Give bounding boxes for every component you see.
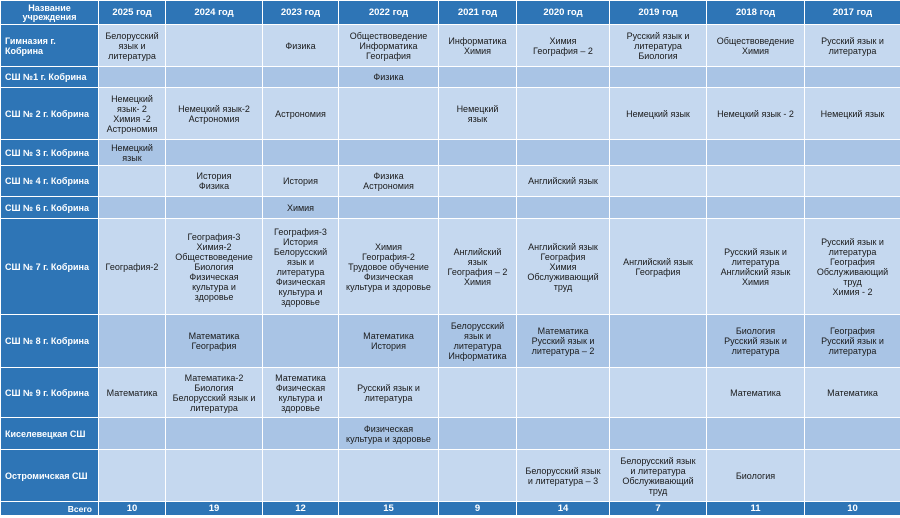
subject-text: Химия (741, 45, 770, 56)
subject-text: Английский язык (528, 176, 598, 186)
subject-text: литература (190, 402, 238, 413)
table-cell (805, 315, 900, 368)
subject-text: Немецкий язык (820, 108, 885, 119)
subject-text: Химия (374, 241, 403, 252)
table-cell (263, 166, 339, 197)
table-cell (439, 418, 517, 450)
table-cell (707, 67, 805, 88)
subject-text: Биология (194, 261, 234, 272)
table-cell (439, 197, 517, 219)
year-header: 2024 год (166, 1, 263, 25)
subject-text: Английский язык (528, 241, 598, 252)
subject-text: Белорусский язык и (172, 392, 256, 403)
table-cell (707, 88, 805, 140)
table-row (1, 315, 900, 368)
table-row (1, 219, 900, 315)
table-cell (805, 140, 900, 166)
subject-text: Информатика (448, 351, 507, 361)
table-cell (439, 450, 517, 502)
subject-text: Русский язык и (531, 336, 595, 346)
subject-text: Физика (373, 72, 404, 82)
table-cell (517, 88, 610, 140)
table-cell (439, 25, 517, 67)
total-value: 11 (707, 502, 805, 516)
year-header: 2025 год (99, 1, 166, 25)
table-cell (439, 315, 517, 368)
table-cell (99, 418, 166, 450)
table-cell (610, 197, 707, 219)
subject-text: Астрономия (363, 181, 414, 191)
table-cell (610, 418, 707, 450)
subject-text: Физическая (275, 276, 326, 287)
table-cell (99, 166, 166, 197)
year-header: 2022 год (339, 1, 439, 25)
table-cell (610, 315, 707, 368)
year-header: 2021 год (439, 1, 517, 25)
table-cell (707, 219, 805, 315)
subject-text: литература (108, 50, 156, 61)
table-cell (339, 219, 439, 315)
table-cell (339, 88, 439, 140)
table-cell (166, 418, 263, 450)
table-cell (439, 67, 517, 88)
table-cell (439, 368, 517, 418)
table-cell (707, 25, 805, 67)
subject-text: культура и здоровье (346, 281, 431, 292)
subject-text: Немецкий язык (626, 108, 690, 119)
subject-text: литература – 2 (531, 346, 595, 356)
subject-text: Математика-2 (184, 372, 244, 383)
institution-name: Гимназия г. Кобрина (1, 25, 99, 67)
subject-text: культура и (192, 281, 236, 292)
subject-text: Астрономия (188, 113, 240, 124)
subject-text: Физическая (363, 271, 414, 282)
table-cell (263, 450, 339, 502)
subject-text: Астрономия (275, 108, 326, 119)
subject-text: Немецкий (456, 103, 499, 114)
table-cell (339, 67, 439, 88)
subject-text: Математика (106, 387, 158, 398)
table-cell (166, 197, 263, 219)
year-header: 2017 год (805, 1, 900, 25)
table-cell (610, 25, 707, 67)
total-row (1, 502, 900, 516)
subject-text: Физика (285, 40, 316, 51)
subject-text: Математика (188, 331, 240, 341)
year-header: 2019 год (610, 1, 707, 25)
table-cell (707, 315, 805, 368)
subject-text: Английский язык (720, 266, 791, 277)
subject-text: География (830, 326, 875, 336)
table-cell (517, 197, 610, 219)
table-cell (517, 166, 610, 197)
subject-text: культура и здоровье (346, 433, 431, 444)
subject-text: Биология (194, 382, 234, 393)
year-header: 2023 год (263, 1, 339, 25)
subject-text: Химия (286, 202, 315, 213)
subject-text: и литература (630, 465, 686, 476)
table-cell (610, 166, 707, 197)
subject-text: литература (364, 392, 413, 403)
table-cell (99, 88, 166, 140)
subject-text: язык и (118, 40, 146, 51)
table-cell (517, 67, 610, 88)
table-cell (166, 368, 263, 418)
subject-text: Русский язык и (724, 246, 787, 257)
subject-text: Русский язык и (626, 30, 690, 41)
total-value: 14 (517, 502, 610, 516)
table-cell (610, 368, 707, 418)
table-cell (517, 315, 610, 368)
subject-text: Белорусский (273, 246, 328, 257)
subject-text: Русский язык и (357, 382, 420, 393)
table-cell (166, 140, 263, 166)
subject-text: Химия -2 (113, 113, 151, 124)
subject-text: язык и (464, 331, 491, 341)
table-cell (339, 166, 439, 197)
table-cell (263, 315, 339, 368)
table-cell (339, 315, 439, 368)
subject-text: труд (648, 485, 668, 496)
subject-text: литература (828, 246, 877, 257)
table-cell (610, 219, 707, 315)
table-cell (263, 67, 339, 88)
table-row (1, 140, 900, 166)
table-cell (805, 418, 900, 450)
subject-text: Обществоведение (175, 251, 253, 262)
table-cell (517, 25, 610, 67)
subject-text: География-3 (274, 226, 327, 237)
table-row (1, 166, 900, 197)
total-value: 10 (99, 502, 166, 516)
table-cell (99, 67, 166, 88)
subject-text: литература (731, 256, 780, 267)
table-row (1, 67, 900, 88)
table-cell (439, 88, 517, 140)
table-cell (610, 67, 707, 88)
subject-text: География (191, 341, 237, 351)
table-cell (707, 140, 805, 166)
subject-text: Белорусский (105, 30, 159, 41)
subject-text: Химия (463, 276, 492, 287)
subject-text: Русский язык и (821, 336, 884, 346)
table-cell (263, 368, 339, 418)
subject-text: Математика (827, 387, 878, 398)
table-cell (263, 140, 339, 166)
subject-text: Обслуживающий (622, 475, 694, 486)
subject-text: Немецкий (111, 142, 153, 153)
table-cell (99, 450, 166, 502)
table-cell (707, 450, 805, 502)
table-row (1, 25, 900, 67)
institution-name: Киселевецкая СШ (1, 418, 99, 450)
subject-text: География-2 (105, 261, 159, 272)
total-value: 12 (263, 502, 339, 516)
table-cell (339, 197, 439, 219)
table-cell (339, 450, 439, 502)
institution-name: СШ № 7 г. Кобрина (1, 219, 99, 315)
subject-text: труд (843, 276, 862, 287)
table-cell (263, 88, 339, 140)
subject-text: литература (828, 45, 877, 56)
table-cell (166, 219, 263, 315)
subject-text: язык (467, 256, 488, 267)
table-row (1, 418, 900, 450)
subject-text: Немецкий (111, 93, 153, 104)
subject-text: Информатика (448, 35, 507, 46)
subject-text: литература (731, 346, 780, 356)
subject-text: География-3 (187, 231, 241, 242)
subject-text: География (635, 266, 681, 277)
subject-text: Немецкий язык-2 (178, 103, 250, 114)
table-cell (707, 166, 805, 197)
subject-text: Белорусский язык (620, 455, 696, 466)
institution-column-header: Название учреждения (1, 1, 99, 25)
institution-name: СШ № 9 г. Кобрина (1, 368, 99, 418)
subject-text: Русский язык и (821, 35, 884, 46)
table-cell (99, 219, 166, 315)
subject-text: Обществоведение (349, 30, 428, 41)
table-row (1, 197, 900, 219)
subject-text: Английский (453, 246, 502, 257)
total-value: 9 (439, 502, 517, 516)
subject-text: язык (122, 152, 142, 163)
subject-text: История (283, 176, 318, 186)
subject-text: Русский язык и (724, 336, 787, 346)
subject-text: Биология (735, 470, 776, 481)
table-cell (805, 368, 900, 418)
subject-text: География (366, 50, 411, 61)
table-cell (517, 368, 610, 418)
institution-name: Остромичская СШ (1, 450, 99, 502)
subject-text: Математика (537, 326, 589, 336)
institution-name: СШ № 6 г. Кобрина (1, 197, 99, 219)
table-cell (339, 418, 439, 450)
subject-text: География – 2 (447, 266, 508, 277)
subject-text: язык- 2 (117, 103, 147, 114)
table-cell (439, 219, 517, 315)
institution-name: СШ № 8 г. Кобрина (1, 315, 99, 368)
table-cell (166, 88, 263, 140)
table-cell (805, 219, 900, 315)
subject-text: История (371, 341, 406, 351)
institution-name: СШ № 2 г. Кобрина (1, 88, 99, 140)
subject-text: Математика (363, 331, 414, 341)
institution-name: СШ №1 г. Кобрина (1, 67, 99, 88)
table-row (1, 450, 900, 502)
table-cell (339, 25, 439, 67)
subject-text: Математика (275, 372, 326, 383)
subject-text: Химия (549, 35, 577, 46)
subject-text: культура и (278, 392, 323, 403)
subject-text: Немецкий язык - 2 (717, 108, 794, 119)
subject-text: Физическая (363, 423, 414, 434)
subject-text: География-2 (362, 251, 415, 262)
year-header: 2018 год (707, 1, 805, 25)
table-row (1, 368, 900, 418)
institution-name: СШ № 3 г. Кобрина (1, 140, 99, 166)
subject-text: Белорусский (450, 321, 505, 331)
table-cell (805, 25, 900, 67)
subject-text: Биология (735, 326, 776, 336)
table-cell (166, 166, 263, 197)
subject-text: Физика (198, 181, 230, 191)
total-value: 10 (805, 502, 900, 516)
table-cell (805, 450, 900, 502)
subject-text: Физика (373, 171, 404, 181)
subject-text: История (283, 236, 318, 247)
total-value: 7 (610, 502, 707, 516)
subject-text: Трудовое обучение (348, 261, 429, 272)
subject-text: культура и (278, 286, 323, 297)
subject-text: Химия (463, 45, 492, 56)
total-value: 19 (166, 502, 263, 516)
table-cell (339, 368, 439, 418)
table-cell (99, 25, 166, 67)
subject-text: Белорусский язык (525, 465, 601, 476)
total-value: 15 (339, 502, 439, 516)
table-cell (166, 315, 263, 368)
table-cell (805, 67, 900, 88)
subject-text: Информатика (359, 40, 418, 51)
total-label: Всего (1, 502, 99, 516)
table-cell (517, 450, 610, 502)
subject-text: История (196, 171, 232, 181)
subject-text: Химия (549, 261, 577, 272)
subject-text: Обслуживающий (816, 266, 889, 277)
subject-text: здоровье (194, 291, 234, 302)
table-cell (99, 315, 166, 368)
table-cell (517, 140, 610, 166)
subject-text: литература (276, 266, 325, 277)
subject-text: Обществоведение (716, 35, 795, 46)
table-cell (610, 88, 707, 140)
table-cell (166, 450, 263, 502)
table-cell (707, 418, 805, 450)
subject-text: Физическая (189, 271, 239, 282)
table-cell (263, 418, 339, 450)
subject-text: язык и (287, 256, 314, 267)
subject-text: География – 2 (533, 45, 593, 56)
subject-text: Обслуживающий (527, 271, 599, 282)
subject-text: и литература – 3 (527, 475, 599, 486)
table-cell (707, 197, 805, 219)
year-header: 2020 год (517, 1, 610, 25)
subject-text: литература (634, 40, 682, 51)
subject-text: литература (828, 346, 877, 356)
table-cell (517, 418, 610, 450)
subject-text: Русский язык и (821, 236, 884, 247)
subject-text: Химия (741, 276, 770, 287)
subject-text: География (830, 256, 875, 267)
subject-text: Астрономия (106, 123, 158, 134)
table-cell (263, 219, 339, 315)
subject-text: язык (467, 113, 488, 124)
table-cell (166, 67, 263, 88)
subject-text: здоровье (281, 402, 320, 413)
table-cell (263, 25, 339, 67)
table-cell (166, 25, 263, 67)
table-cell (610, 140, 707, 166)
table-cell (707, 368, 805, 418)
table-cell (610, 450, 707, 502)
table-row (1, 88, 900, 140)
table-cell (99, 140, 166, 166)
subject-text: труд (553, 281, 573, 292)
subject-text: Английский язык (623, 256, 693, 267)
subject-text: Физическая (275, 382, 326, 393)
institution-name: СШ № 4 г. Кобрина (1, 166, 99, 197)
subject-text: Химия-2 (196, 241, 232, 252)
header-row (1, 1, 900, 25)
subject-text: Математика (730, 387, 781, 398)
table-cell (339, 140, 439, 166)
subject-text: литература (453, 341, 502, 351)
table-cell (805, 197, 900, 219)
subject-text: здоровье (281, 296, 320, 307)
table-cell (99, 368, 166, 418)
subject-text: География (540, 251, 586, 262)
table-cell (439, 166, 517, 197)
table-cell (439, 140, 517, 166)
table-cell (263, 197, 339, 219)
table-cell (805, 88, 900, 140)
subject-text: Химия - 2 (832, 286, 873, 297)
subject-text: Биология (638, 50, 678, 61)
table-cell (517, 219, 610, 315)
table-cell (99, 197, 166, 219)
table-cell (805, 166, 900, 197)
